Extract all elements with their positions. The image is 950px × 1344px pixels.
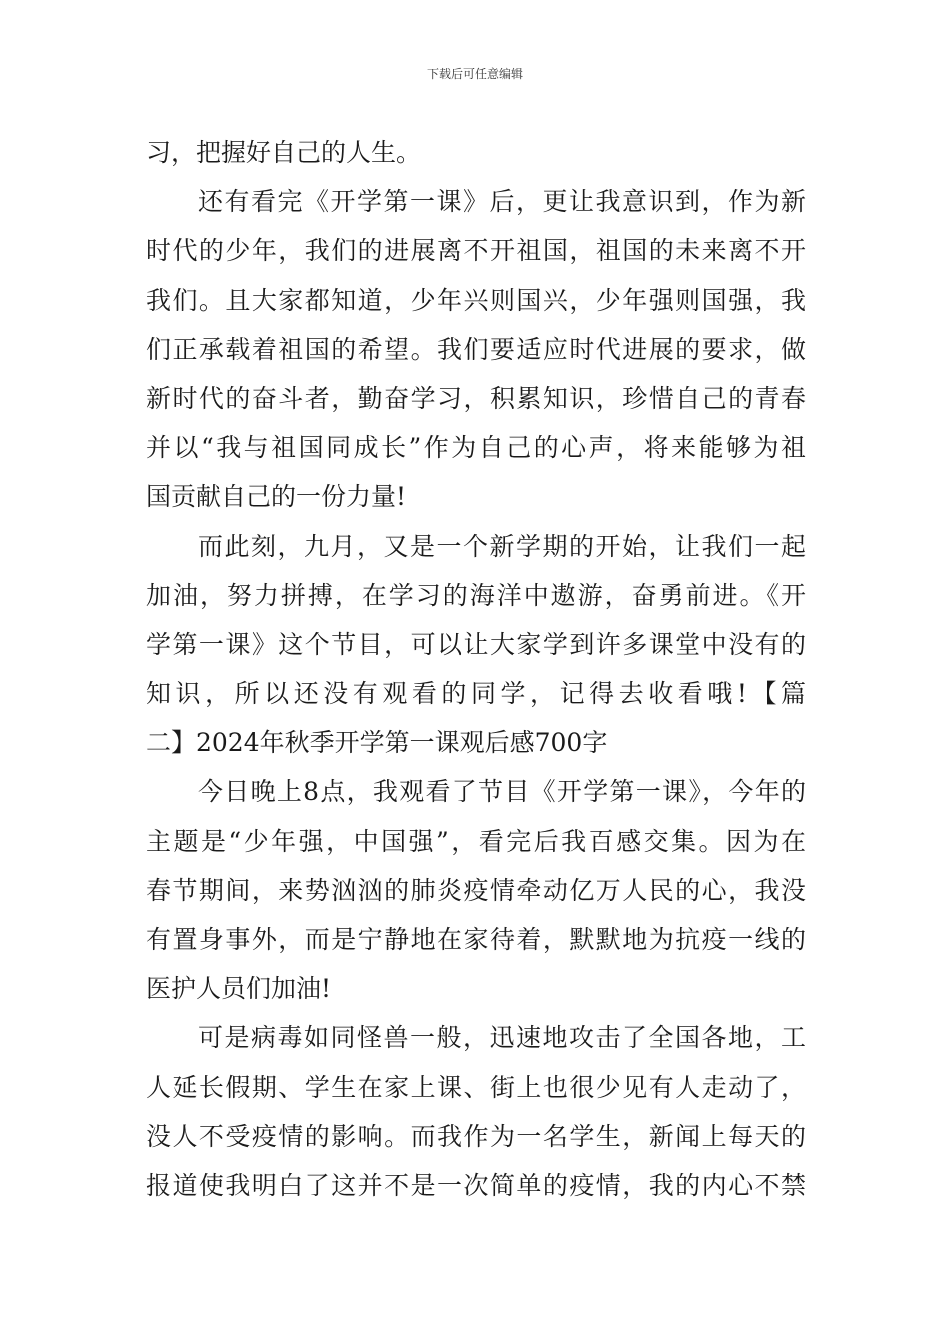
- text-line: 国贡献自己的一份力量!: [146, 482, 407, 512]
- text-line: 而此刻，九月，又是一个新学期的开始，让我们一起: [198, 531, 806, 561]
- page-header: 下载后可任意编辑: [426, 67, 523, 81]
- text-line: 春节期间，来势汹汹的肺炎疫情牵动亿万人民的心，我没: [146, 875, 806, 905]
- text-line: 有置身事外，而是宁静地在家待着，默默地为抗疫一线的: [146, 925, 806, 954]
- text-line: 时代的少年，我们的进展离不开祖国，祖国的未来离不开: [146, 236, 806, 266]
- text-line: 我们。且大家都知道，少年兴则国兴，少年强则国强，我: [146, 285, 806, 315]
- text-line: 报道使我明白了这并不是一次简单的疫情，我的内心不禁: [146, 1170, 806, 1200]
- text-line: 二】2024年秋季开学第一课观后感700字: [146, 728, 608, 758]
- text-line: 主题是“少年强，中国强”，看完后我百感交集。因为在: [146, 826, 806, 856]
- text-line: 知识，所以还没有观看的同学，记得去收看哦!【篇: [146, 679, 806, 709]
- text-line: 们正承载着祖国的希望。我们要适应时代进展的要求，做: [146, 334, 806, 364]
- text-line: 并以“我与祖国同成长”作为自己的心声，将来能够为祖: [146, 433, 806, 463]
- text-line: 没人不受疫情的影响。而我作为一名学生，新闻上每天的: [146, 1121, 806, 1151]
- text-line: 学第一课》这个节目，可以让大家学到许多课堂中没有的: [146, 629, 806, 659]
- text-line: 今日晚上8点，我观看了节目《开学第一课》，今年的: [198, 777, 806, 807]
- document-body: [146, 128, 806, 1210]
- text-line: 加油，努力拼搏，在学习的海洋中遨游，奋勇前进。《开: [146, 580, 806, 610]
- text-line: 医护人员们加油!: [146, 974, 332, 1004]
- text-line: 人延长假期、学生在家上课、街上也很少见有人走动了，: [146, 1072, 806, 1102]
- text-line: 可是病毒如同怪兽一般，迅速地攻击了全国各地，工: [198, 1023, 806, 1053]
- text-line: 还有看完《开学第一课》后，更让我意识到，作为新: [198, 187, 806, 217]
- text-line: 习，把握好自己的人生。: [146, 138, 422, 167]
- text-line: 新时代的奋斗者，勤奋学习，积累知识，珍惜自己的青春: [146, 383, 806, 413]
